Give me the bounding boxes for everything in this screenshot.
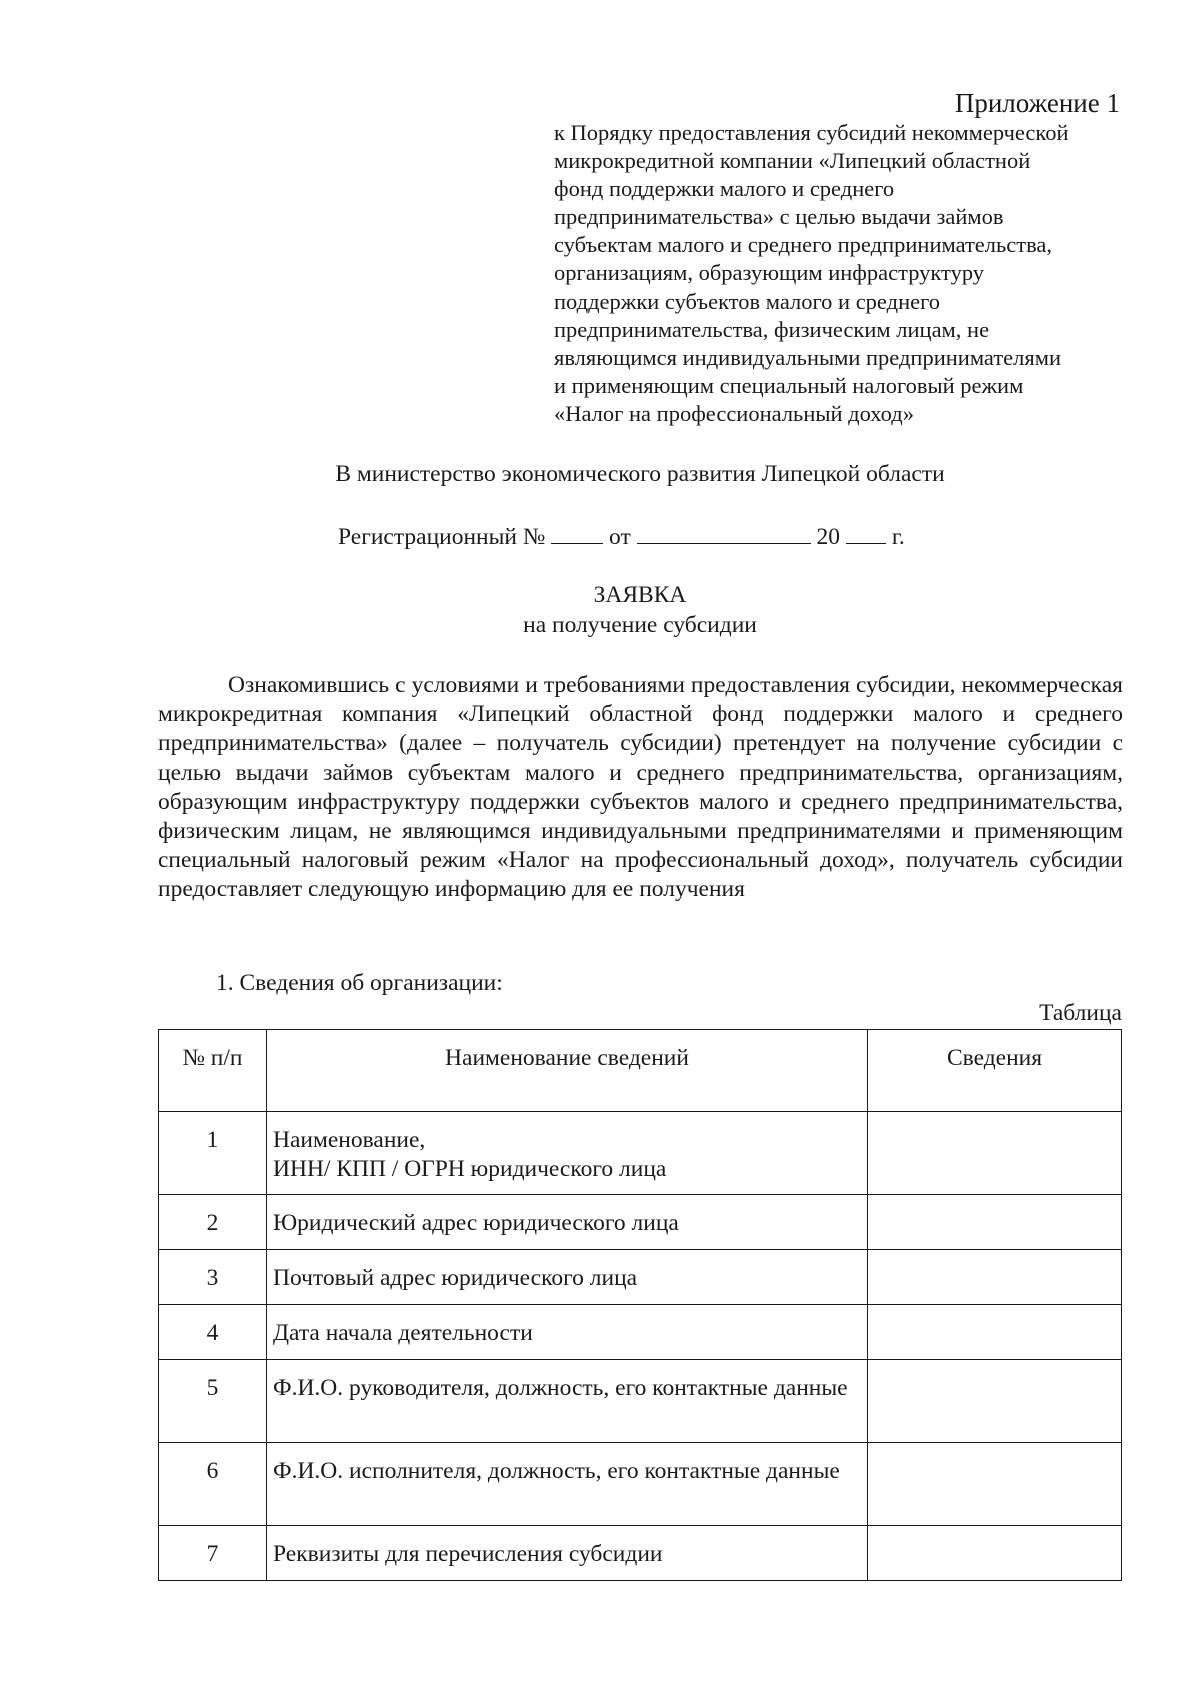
appendix-description — [554, 119, 1134, 428]
registration-line — [338, 521, 905, 552]
row-num: 6 — [159, 1443, 267, 1526]
table-row — [159, 1360, 1122, 1443]
registration-year-suffix: г. — [891, 524, 905, 550]
appendix-line: «Налог на профессиональный доход» — [554, 400, 914, 426]
registration-year-prefix: 20 — [816, 524, 841, 550]
header-name: Наименование сведений — [267, 1030, 868, 1112]
registration-date-blank[interactable] — [637, 521, 811, 544]
table-row — [159, 1112, 1122, 1195]
row-name: Почтовый адрес юридического лица — [267, 1250, 868, 1305]
registration-from-label: от — [609, 524, 631, 550]
addressee: В министерство экономического развития Липецкой области — [335, 461, 945, 487]
table-row — [159, 1305, 1122, 1360]
row-value[interactable] — [868, 1360, 1122, 1443]
row-num: 4 — [159, 1305, 267, 1360]
document-subtitle: на получение субсидии — [523, 612, 757, 638]
appendix-line: предпринимательства» с целью выдачи займов — [554, 204, 1004, 230]
document-title: ЗАЯВКА — [593, 582, 687, 608]
row-num: 2 — [159, 1195, 267, 1250]
appendix-line: предпринимательства, физическим лицам, не — [554, 316, 990, 342]
row-value[interactable] — [868, 1250, 1122, 1305]
row-name: Реквизиты для перечисления субсидии — [267, 1526, 868, 1581]
registration-number-blank[interactable] — [551, 521, 603, 544]
header-num: № п/п — [159, 1030, 267, 1112]
appendix-line: и применяющим специальный налоговый режим — [554, 372, 1024, 398]
row-name: Дата начала деятельности — [267, 1305, 868, 1360]
appendix-line: к Порядку предоставления субсидий некоммерческой — [554, 120, 1069, 145]
row-value[interactable] — [868, 1305, 1122, 1360]
organization-info-table — [158, 1029, 1122, 1581]
row-name-text: Наименование, ИНН/ КПП / ОГРН юридического лица — [273, 1127, 667, 1182]
appendix-line: организациям, образующим инфраструктуру — [554, 260, 985, 286]
row-value[interactable] — [868, 1526, 1122, 1581]
row-value[interactable] — [868, 1195, 1122, 1250]
registration-year-blank[interactable] — [846, 521, 886, 544]
row-name: Юридический адрес юридического лица — [267, 1195, 868, 1250]
table-caption: Таблица — [1039, 1000, 1122, 1026]
row-num: 7 — [159, 1526, 267, 1581]
table-header-row — [159, 1030, 1122, 1112]
appendix-line: субъектам малого и среднего предпринимательства, — [554, 232, 1053, 258]
appendix-title: Приложение 1 — [954, 88, 1120, 118]
registration-label: Регистрационный № — [338, 524, 546, 550]
table-row — [159, 1526, 1122, 1581]
table-row — [159, 1195, 1122, 1250]
intro-text: Ознакомившись с условиями и требованиями предоставления субсидии, некоммерческая микрокредитная компания «Липецкий областной фонд поддержки малого и среднего предпринимательства» (далее – получатель субсидии) претендует на получение субсидии с целью выдачи займов субъектам малого и среднего предпринимательства, организациям, образующим инфраструктуру поддержки субъектов малого и среднего предпринимательства, физическим лицам, не являющимся индивидуальными предпринимателями и применяющим специальный налоговый режим «Налог на профессиональный доход», получатель субсидии предоставляет следующую информацию для ее получения — [158, 672, 1123, 903]
row-num: 1 — [159, 1112, 267, 1195]
appendix-line: фонд поддержки малого и среднего — [554, 176, 895, 202]
appendix-line: являющимся индивидуальными предпринимателями — [554, 344, 1062, 370]
row-value[interactable] — [868, 1443, 1122, 1526]
intro-paragraph — [158, 671, 1123, 905]
table-row — [159, 1443, 1122, 1526]
appendix-line: микрокредитной компании «Липецкий областной — [554, 148, 1031, 174]
row-name — [267, 1112, 868, 1195]
header-value: Сведения — [868, 1030, 1122, 1112]
table-row — [159, 1250, 1122, 1305]
row-num: 5 — [159, 1360, 267, 1443]
section-heading: 1. Сведения об организации: — [216, 970, 503, 996]
row-value[interactable] — [868, 1112, 1122, 1195]
row-name: Ф.И.О. руководителя, должность, его контактные данные — [267, 1360, 868, 1443]
appendix-line: поддержки субъектов малого и среднего — [554, 288, 941, 314]
row-name: Ф.И.О. исполнителя, должность, его контактные данные — [267, 1443, 868, 1526]
row-num: 3 — [159, 1250, 267, 1305]
